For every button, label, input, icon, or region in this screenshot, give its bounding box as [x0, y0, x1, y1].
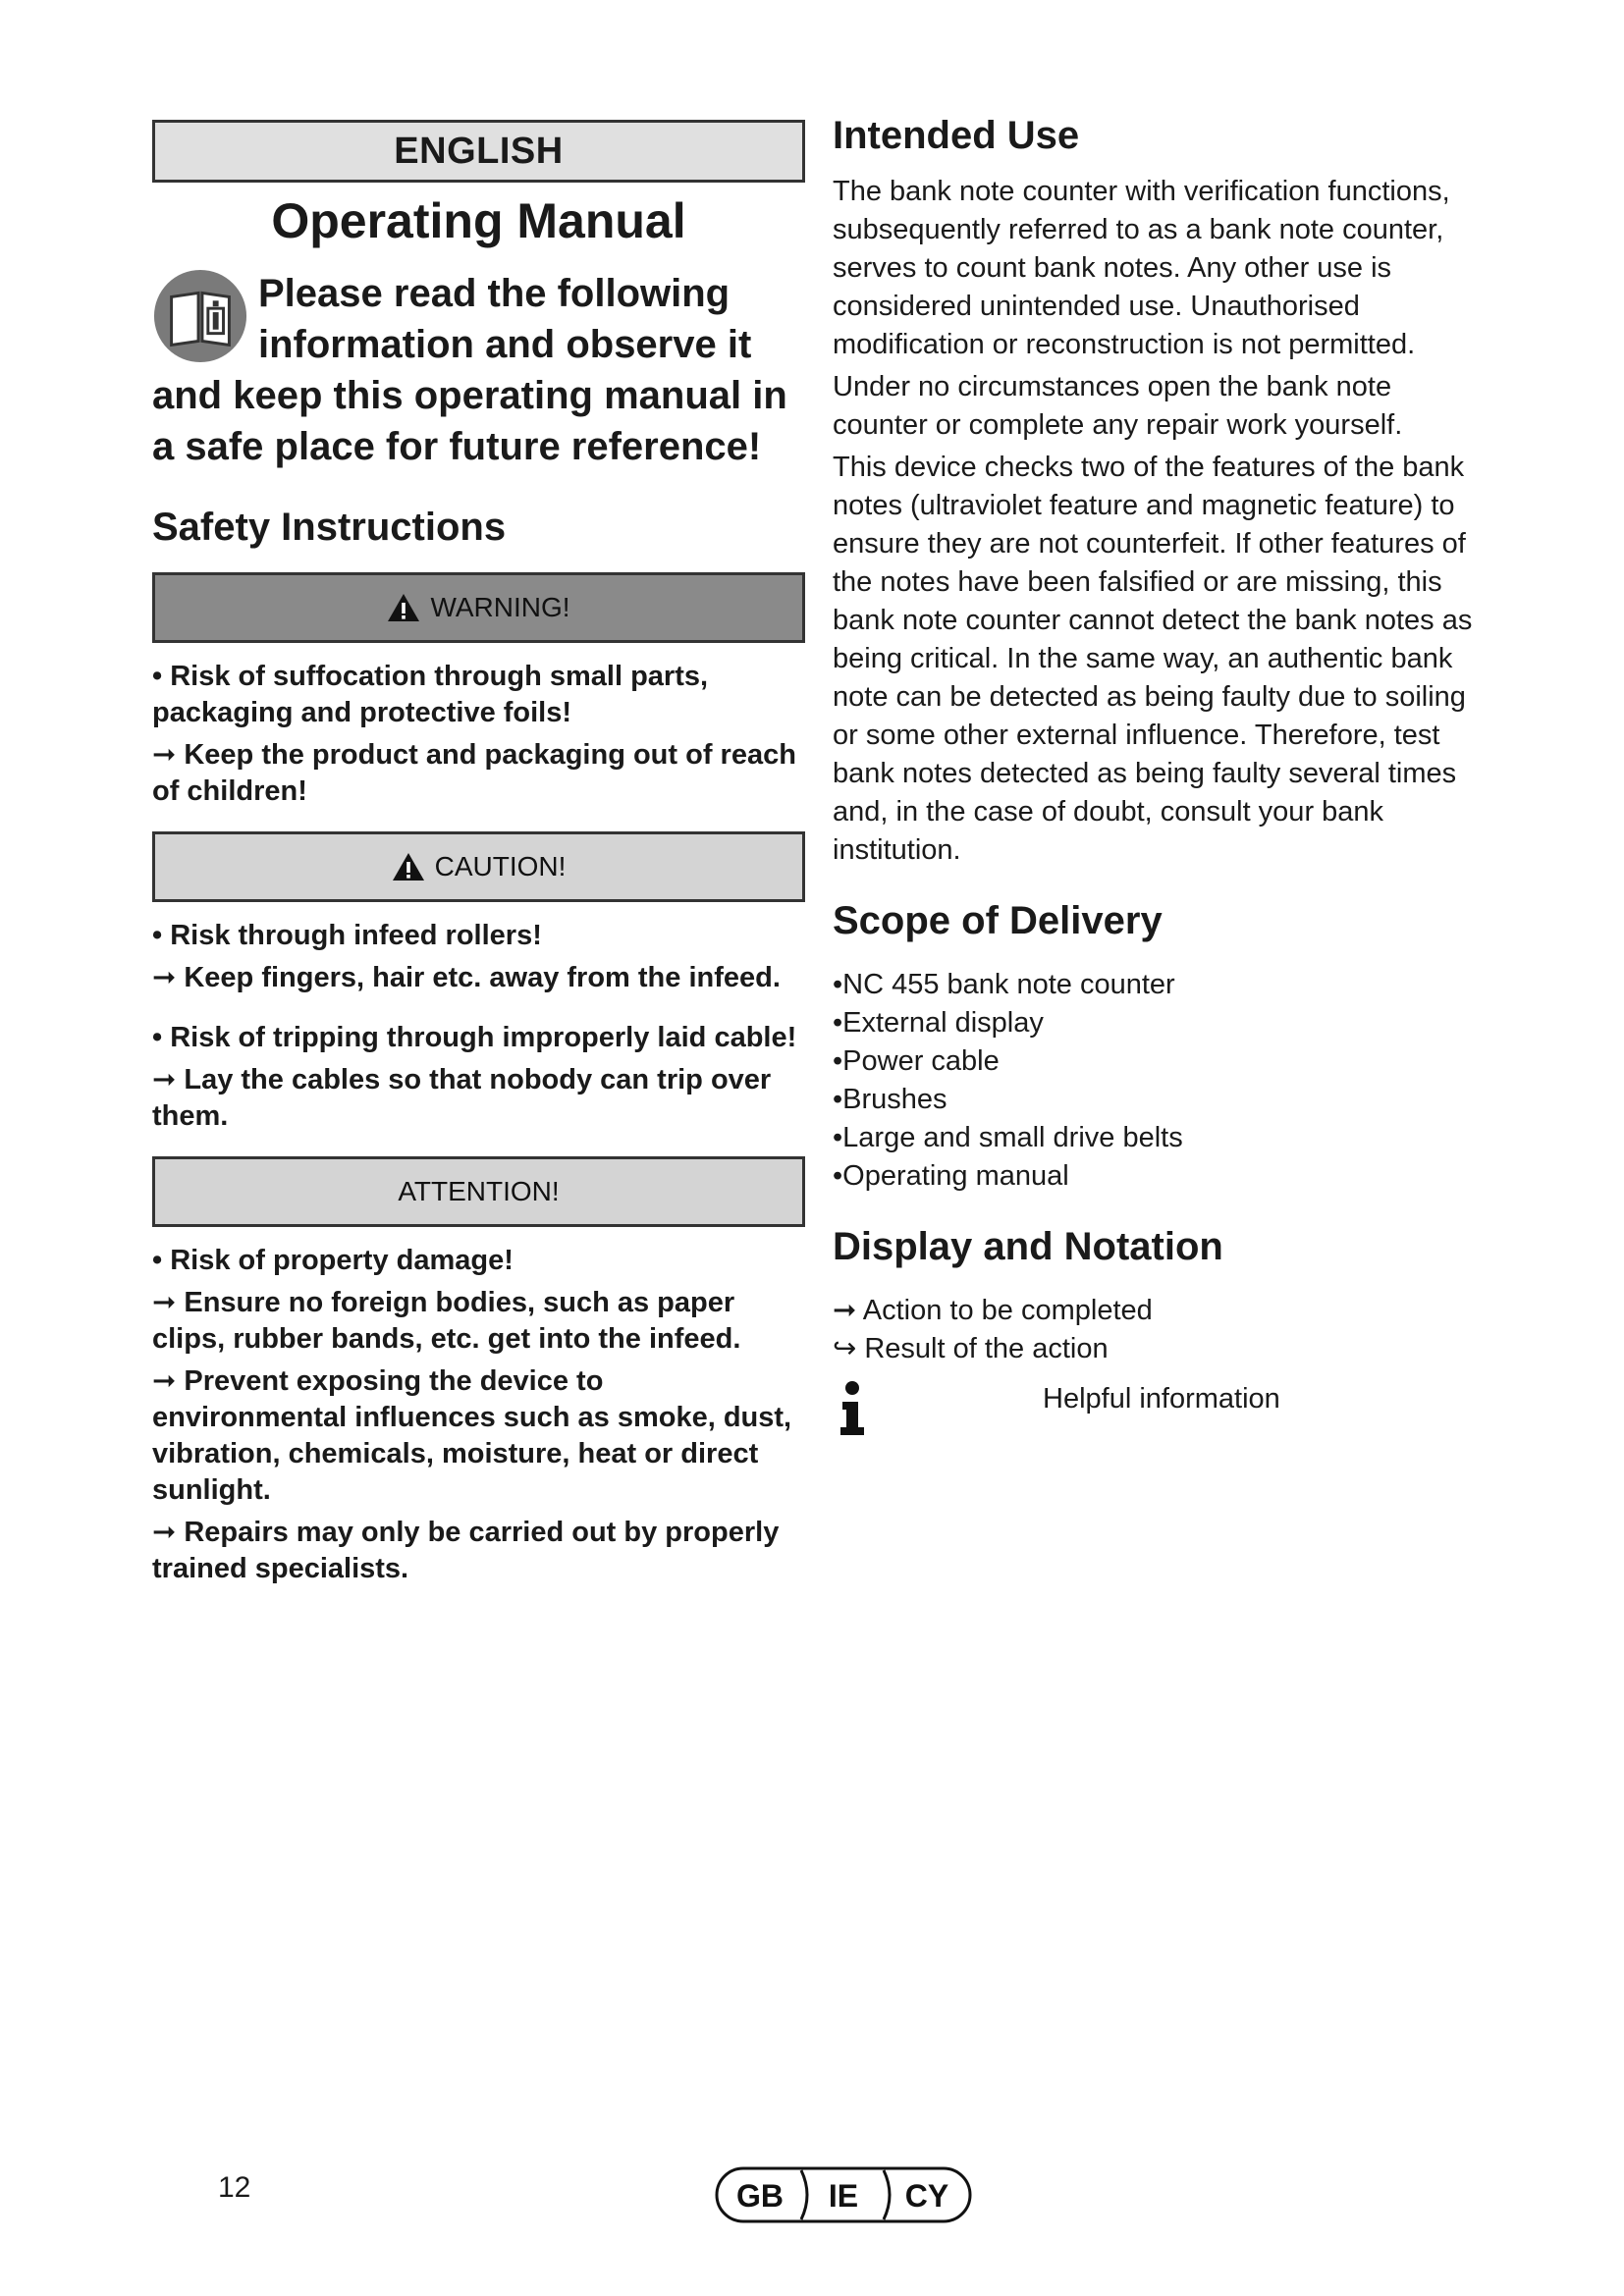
- notation-info-row: [833, 1380, 1490, 1437]
- country-codes: [715, 2165, 972, 2224]
- scope-heading: Scope of Delivery: [833, 899, 1163, 942]
- attention-item: • Risk of property damage!: [152, 1245, 514, 1276]
- page-title: Operating Manual: [271, 193, 686, 248]
- left-column: [152, 120, 805, 1593]
- intended-use-paragraph: Under no circumstances open the bank note counter or complete any repair work yourself.: [833, 371, 1403, 441]
- intended-use-paragraph: This device checks two of the features of the bank notes (ultraviolet feature and magnetic feature) to ensure they are not counterfeit. If other features of the notes have been falsified or are missing, this bank note counter cannot detect the bank notes as being critical. In the same way, an authentic bank note can be detected as being faulty due to soiling or some other external influence. Therefore, test bank notes detected as being faulty several times and, in the case of doubt, consult your bank institution.: [833, 452, 1473, 866]
- warning-icon: [387, 593, 420, 622]
- page-number: 12: [218, 2171, 251, 2204]
- notation-heading: Display and Notation: [833, 1225, 1223, 1268]
- intended-use-heading: Intended Use: [833, 114, 1080, 157]
- country-code-gb: GB: [736, 2178, 784, 2214]
- caution-item: • Risk through infeed rollers!: [152, 920, 542, 951]
- warning-banner: [152, 572, 805, 643]
- caution-item: • Risk of tripping through improperly laid cable!: [152, 1022, 797, 1053]
- read-manual-icon: [152, 268, 248, 364]
- intro-block: [152, 268, 805, 472]
- country-code-cy: CY: [904, 2178, 949, 2214]
- attention-banner: [152, 1156, 805, 1227]
- language-banner: [152, 120, 805, 183]
- list-item: • NC 455 bank note counter: [833, 966, 1490, 1004]
- caution-item: ➞ Lay the cables so that nobody can trip over them.: [152, 1064, 772, 1132]
- warning-label: WARNING!: [430, 592, 570, 622]
- list-item: • Power cable: [833, 1042, 1490, 1081]
- scope-list: [833, 966, 1490, 1196]
- caution-banner: [152, 831, 805, 902]
- caution-icon: [392, 852, 425, 881]
- attention-item: ➞ Prevent exposing the device to environmental influences such as smoke, dust, vibration, chemicals, moisture, heat or direct sunlight.: [152, 1365, 792, 1506]
- attention-label: ATTENTION!: [398, 1176, 560, 1206]
- intro-text: Please read the following information and observe it and keep this operating manual in a safe place for future reference!: [152, 272, 787, 468]
- right-column: [833, 114, 1490, 1437]
- attention-item: ➞ Ensure no foreign bodies, such as paper clips, rubber bands, etc. get into the infeed.: [152, 1287, 741, 1355]
- caution-item: ➞ Keep fingers, hair etc. away from the infeed.: [152, 962, 781, 993]
- attention-item: ➞ Repairs may only be carried out by properly trained specialists.: [152, 1517, 780, 1584]
- safety-heading: Safety Instructions: [152, 506, 507, 549]
- warning-item: • Risk of suffocation through small parts, packaging and protective foils!: [152, 661, 709, 728]
- warning-item: ➞ Keep the product and packaging out of reach of children!: [152, 739, 796, 807]
- caution-label: CAUTION!: [434, 851, 567, 881]
- list-item: • External display: [833, 1004, 1490, 1042]
- list-item: • Large and small drive belts: [833, 1119, 1490, 1157]
- list-item: • Brushes: [833, 1081, 1490, 1119]
- language-label: ENGLISH: [394, 130, 564, 172]
- notation-action: ➞ Action to be completed: [833, 1295, 1153, 1326]
- list-item: • Operating manual: [833, 1157, 1490, 1196]
- info-icon: [833, 1380, 872, 1437]
- notation-result: ↪ Result of the action: [833, 1333, 1109, 1364]
- info-text: Helpful information: [1043, 1383, 1280, 1415]
- country-code-ie: IE: [828, 2178, 859, 2214]
- intended-use-paragraph: The bank note counter with verification functions, subsequently referred to as a bank note counter, serves to count bank notes. Any other use is considered unintended use. Unauthorised modification or reconstruction is not permitted.: [833, 176, 1450, 360]
